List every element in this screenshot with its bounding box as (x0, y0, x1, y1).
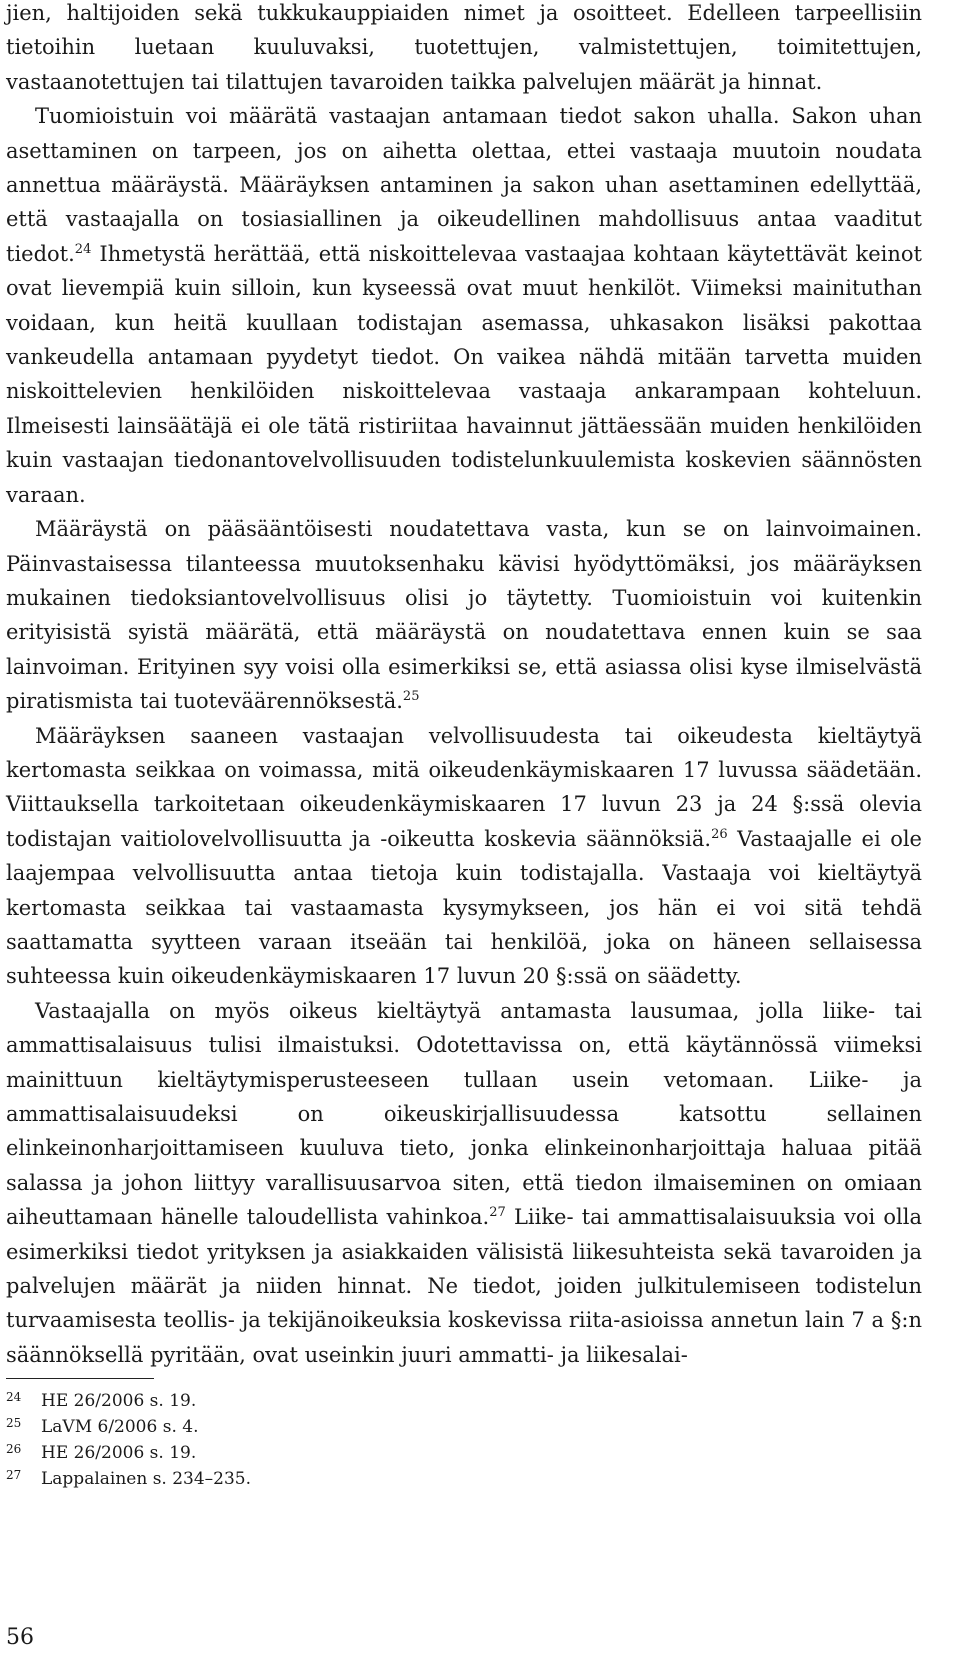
footnote-text: Lappalainen s. 234–235. (41, 1469, 252, 1489)
paragraph-text: Määräyksen saaneen vastaajan velvollisuudesta tai oikeudesta kieltäytyä kertomasta seikkaa on voimassa, mitä oikeudenkäymiskaaren 17 luvussa säädetään. Viittauksella tarkoitetaan oikeudenkäymiskaaren 17 luvun 23 ja 24 §:ssä olevia todistajan vaitiolovelvollisuutta ja -oikeutta koskevia säännöksiä. (6, 723, 922, 851)
paragraph-text: Tuomioistuin voi määrätä vastaajan antamaan tiedot sakon uhalla. Sakon uhan asettaminen on tarpeen, jos on aihetta olettaa, ettei vastaaja muutoin noudata annettua määräystä. Määräyksen antaminen ja sakon uhan asettaminen edellyttää, että vastaajalla on tosiasiallinen ja oikeudellinen mahdollisuus antaa vaaditut tiedot. (6, 104, 922, 266)
footnote-item (6, 1389, 251, 1415)
footnote-number: 26 (6, 1442, 22, 1456)
paragraph (6, 719, 922, 994)
footnote-item (6, 1415, 251, 1441)
footnote-divider (6, 1378, 154, 1379)
footnote-reference: 27 (489, 1205, 506, 1221)
paragraph (6, 0, 922, 99)
footnote-item (6, 1441, 251, 1467)
footnote-number: 25 (6, 1416, 22, 1430)
paragraph-text: Vastaajalle ei ole laajempaa velvollisuutta antaa tietoja kuin todistajalla. Vastaaja voi kieltäytyä kertomasta seikkaa tai vastaamasta kysymykseen, jos hän ei voi sitä tehdä saattamatta syytteen varaan itseään tai henkilöä, joka on häneen sellaisessa suhteessa kuin oikeudenkäymiskaaren 17 luvun 20 §:ssä on säädetty. (6, 826, 922, 989)
paragraph-text: jien, haltijoiden sekä tukkukauppiaiden nimet ja osoitteet. Edelleen tarpeellisiin tietoihin luetaan kuuluvaksi, tuotettujen, valmistettujen, toimitettujen, vastaanotettujen tai tilattujen tavaroiden taikka palvelujen määrät ja hinnat. (6, 1, 922, 94)
footnote-text: LaVM 6/2006 s. 4. (41, 1417, 199, 1437)
footnote-text: HE 26/2006 s. 19. (41, 1391, 197, 1411)
footnote-item (6, 1467, 251, 1493)
footnote-number: 24 (6, 1390, 22, 1404)
paragraph-text: Ihmetystä herättää, että niskoittelevaa vastaajaa kohtaan käytettävät keinot ovat lievempiä kuin silloin, kun kyseessä ovat muut henkilöt. Viimeksi mainituthan voidaan, kun heitä kuullaan todistajan asemassa, uhkasakon lisäksi pakottaa vankeudella antamaan pyydetyt tiedot. On vaikea nähdä mitään tarvetta muiden niskoittelevien henkilöiden niskoittelevaa vastaaja ankarampaan kohteluun. Ilmeisesti lainsäätäjä ei ole tätä ristiriitaa havainnut jättäessään muiden henkilöiden kuin vastaajan tiedonantovelvollisuuden todistelunkuulemista koskevien säännösten varaan. (6, 241, 922, 507)
page-number: 56 (6, 1625, 34, 1650)
footnote-reference: 24 (74, 241, 92, 257)
paragraph-text: Liike- tai ammattisalaisuuksia voi olla esimerkiksi tiedot yrityksen ja asiakkaiden välisistä liikesuhteista sekä tavaroiden ja palvelujen määrät ja niiden hinnat. Ne tiedot, joiden julkitulemiseen todistelun turvaamisesta teollis- ja tekijänoikeuksia koskevissa riita-asioissa annetun lain 7 a §:n säännöksellä pyritään, ovat useinkin juuri ammatti- ja liikesalai- (6, 1205, 922, 1367)
footnotes (6, 1389, 251, 1493)
paragraph (6, 99, 922, 512)
paragraph-text: Vastaajalla on myös oikeus kieltäytyä antamasta lausumaa, jolla liike- tai ammattisalaisuus tulisi ilmaistuksi. Odotettavissa on, että käytännössä viimeksi mainittuun kieltäytymisperusteeseen tullaan usein vetomaan. Liike- ja ammattisalaisuudeksi on oikeuskirjallisuudessa katsottu sellainen elinkeinonharjoittamiseen kuuluva tieto, jonka elinkeinonharjoittaja haluaa pitää salassa ja johon liittyy varallisuusarvoa siten, että tiedon ilmaiseminen on omiaan aiheuttamaan hänelle taloudellista vahinkoa. (6, 998, 922, 1230)
footnote-reference: 26 (711, 826, 728, 842)
footnote-reference: 25 (402, 689, 420, 705)
paragraph-text: Määräystä on pääsääntöisesti noudatettava vasta, kun se on lainvoimainen. Päinvastaisessa tilanteessa muutoksenhaku kävisi hyödyttömäksi, jos määräyksen mukainen tiedoksiantovelvollisuus olisi jo täytetty. Tuomioistuin voi kuitenkin erityisistä syistä määrätä, että määräystä on noudatettava ennen kuin se saa lainvoiman. Erityinen syy voisi olla esimerkiksi se, että asiassa olisi kyse ilmiselvästä piratismista tai tuoteväärennöksestä. (6, 517, 922, 714)
paragraph (6, 994, 922, 1372)
footnote-text: HE 26/2006 s. 19. (41, 1443, 197, 1463)
footnote-number: 27 (6, 1468, 22, 1482)
paragraph (6, 512, 922, 718)
body-text (6, 0, 922, 1372)
